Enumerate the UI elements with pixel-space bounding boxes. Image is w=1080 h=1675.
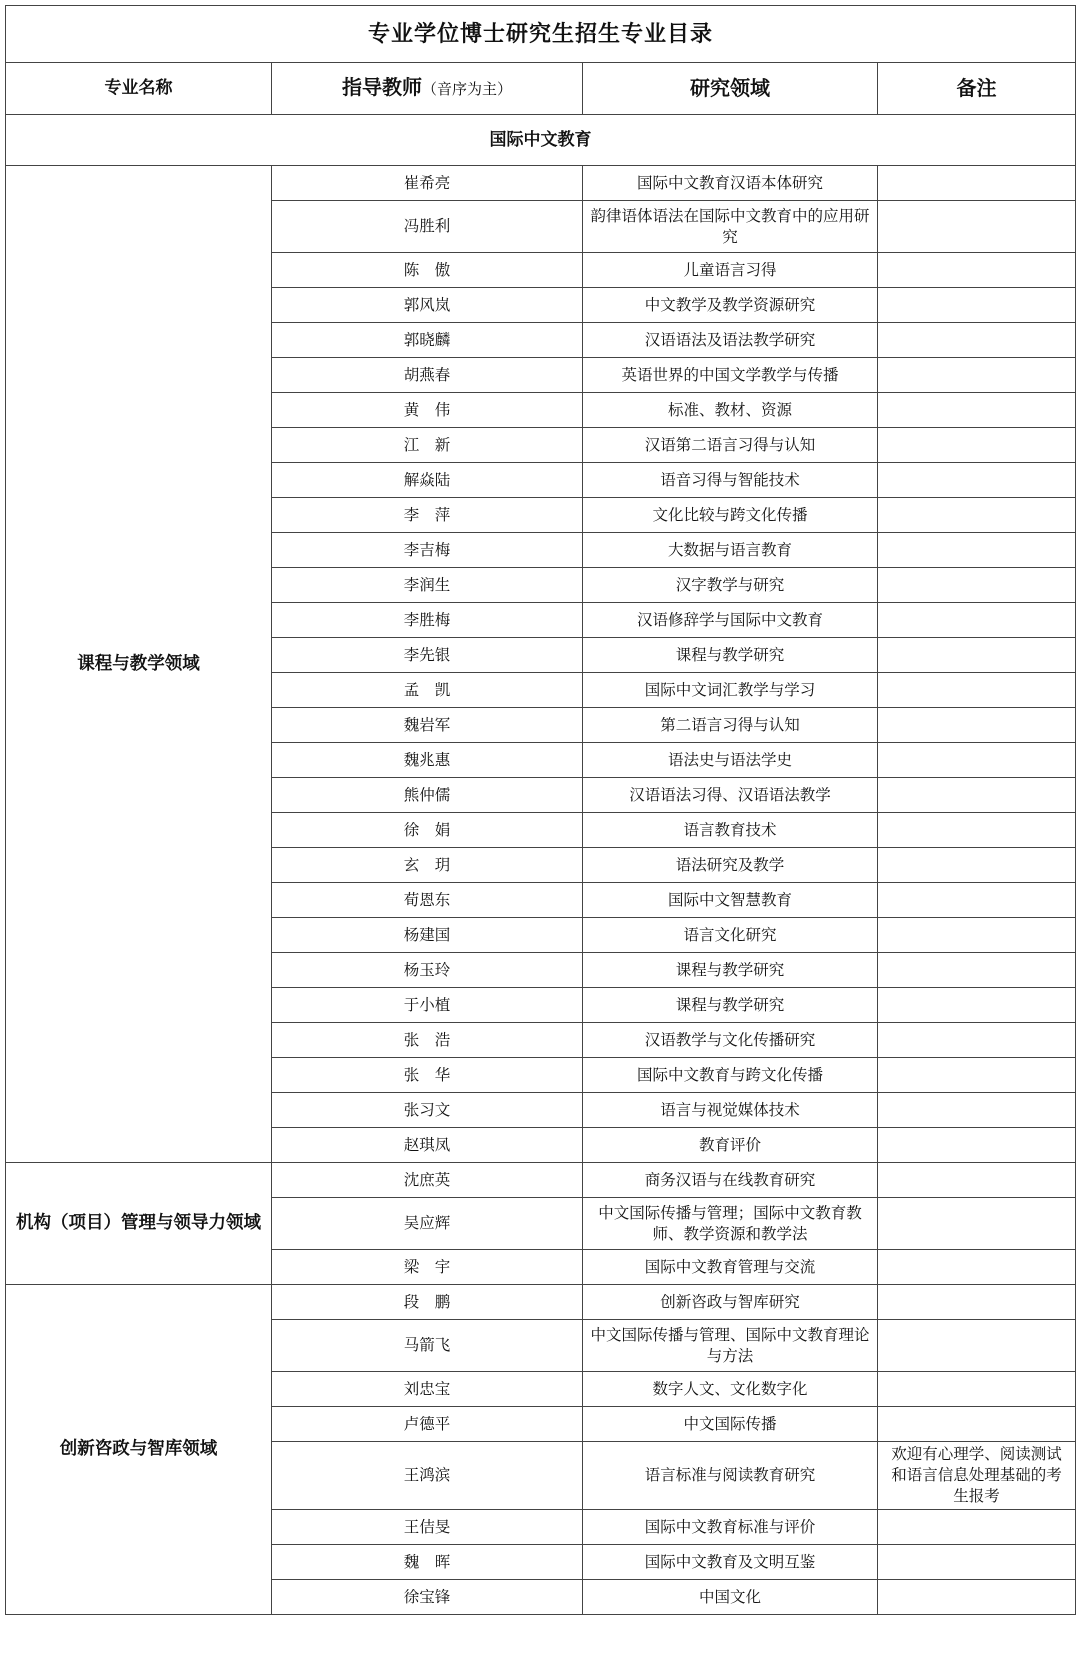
advisor-cell: 李胜梅 bbox=[272, 603, 583, 638]
remark-cell bbox=[878, 201, 1076, 253]
remark-cell bbox=[878, 1198, 1076, 1250]
research-field-cell: 国际中文词汇教学与学习 bbox=[583, 673, 878, 708]
remark-cell bbox=[878, 708, 1076, 743]
remark-cell bbox=[878, 393, 1076, 428]
research-field-cell: 语言文化研究 bbox=[583, 918, 878, 953]
header-advisor bbox=[272, 63, 583, 115]
header-field: 研究领域 bbox=[583, 63, 878, 115]
title-row bbox=[6, 6, 1076, 63]
advisor-cell: 卢德平 bbox=[272, 1407, 583, 1442]
advisor-cell: 李吉梅 bbox=[272, 533, 583, 568]
advisor-cell: 李先银 bbox=[272, 638, 583, 673]
research-field-cell: 儿童语言习得 bbox=[583, 253, 878, 288]
header-advisor-label: 指导教师 bbox=[341, 75, 422, 99]
research-field-cell: 语言教育技术 bbox=[583, 813, 878, 848]
research-field-cell: 汉语第二语言习得与认知 bbox=[583, 428, 878, 463]
advisor-cell: 沈庶英 bbox=[272, 1163, 583, 1198]
research-field-cell: 教育评价 bbox=[583, 1128, 878, 1163]
research-field-cell: 数字人文、文化数字化 bbox=[583, 1372, 878, 1407]
research-field-cell: 文化比较与跨文化传播 bbox=[583, 498, 878, 533]
remark-cell bbox=[878, 1372, 1076, 1407]
advisor-cell: 郭风岚 bbox=[272, 288, 583, 323]
research-field-cell: 语法研究及教学 bbox=[583, 848, 878, 883]
group-name: 创新咨政与智库领域 bbox=[6, 1285, 272, 1615]
remark-cell bbox=[878, 1128, 1076, 1163]
advisor-cell: 魏兆惠 bbox=[272, 743, 583, 778]
research-field-cell: 课程与教学研究 bbox=[583, 953, 878, 988]
advisor-cell: 吴应辉 bbox=[272, 1198, 583, 1250]
remark-cell bbox=[878, 498, 1076, 533]
advisor-cell: 张习文 bbox=[272, 1093, 583, 1128]
header-remark: 备注 bbox=[878, 63, 1076, 115]
table-row bbox=[6, 166, 1076, 201]
research-field-cell: 国际中文教育及文明互鉴 bbox=[583, 1545, 878, 1580]
advisor-cell: 胡燕春 bbox=[272, 358, 583, 393]
remark-cell bbox=[878, 1285, 1076, 1320]
remark-cell bbox=[878, 953, 1076, 988]
remark-cell bbox=[878, 1320, 1076, 1372]
advisor-cell: 陈 傲 bbox=[272, 253, 583, 288]
remark-cell bbox=[878, 1545, 1076, 1580]
advisor-cell: 张 浩 bbox=[272, 1023, 583, 1058]
section-title: 国际中文教育 bbox=[6, 115, 1076, 166]
advisor-cell: 张 华 bbox=[272, 1058, 583, 1093]
research-field-cell: 第二语言习得与认知 bbox=[583, 708, 878, 743]
research-field-cell: 语法史与语法学史 bbox=[583, 743, 878, 778]
remark-cell bbox=[878, 638, 1076, 673]
research-field-cell: 汉语修辞学与国际中文教育 bbox=[583, 603, 878, 638]
remark-cell bbox=[878, 603, 1076, 638]
advisor-cell: 于小植 bbox=[272, 988, 583, 1023]
research-field-cell: 创新咨政与智库研究 bbox=[583, 1285, 878, 1320]
table-row bbox=[6, 1285, 1076, 1320]
document-title: 专业学位博士研究生招生专业目录 bbox=[6, 6, 1076, 63]
advisor-cell: 徐 娟 bbox=[272, 813, 583, 848]
remark-cell bbox=[878, 463, 1076, 498]
research-field-cell: 课程与教学研究 bbox=[583, 988, 878, 1023]
section-row bbox=[6, 115, 1076, 166]
remark-cell: 欢迎有心理学、阅读测试和语言信息处理基础的考生报考 bbox=[878, 1442, 1076, 1510]
advisor-cell: 孟 凯 bbox=[272, 673, 583, 708]
remark-cell bbox=[878, 988, 1076, 1023]
advisor-cell: 段 鹏 bbox=[272, 1285, 583, 1320]
advisor-cell: 王鸿滨 bbox=[272, 1442, 583, 1510]
research-field-cell: 标准、教材、资源 bbox=[583, 393, 878, 428]
advisor-cell: 刘忠宝 bbox=[272, 1372, 583, 1407]
table-row bbox=[6, 1163, 1076, 1198]
remark-cell bbox=[878, 1163, 1076, 1198]
remark-cell bbox=[878, 1580, 1076, 1615]
header-advisor-note: （音序为主） bbox=[421, 80, 512, 98]
remark-cell bbox=[878, 166, 1076, 201]
remark-cell bbox=[878, 883, 1076, 918]
advisor-cell: 玄 玥 bbox=[272, 848, 583, 883]
remark-cell bbox=[878, 1250, 1076, 1285]
catalog-table bbox=[5, 5, 1076, 1615]
remark-cell bbox=[878, 1093, 1076, 1128]
remark-cell bbox=[878, 288, 1076, 323]
research-field-cell: 中文国际传播 bbox=[583, 1407, 878, 1442]
research-field-cell: 商务汉语与在线教育研究 bbox=[583, 1163, 878, 1198]
remark-cell bbox=[878, 568, 1076, 603]
research-field-cell: 韵律语体语法在国际中文教育中的应用研究 bbox=[583, 201, 878, 253]
remark-cell bbox=[878, 1058, 1076, 1093]
remark-cell bbox=[878, 848, 1076, 883]
research-field-cell: 中文国际传播与管理、国际中文教育理论与方法 bbox=[583, 1320, 878, 1372]
remark-cell bbox=[878, 778, 1076, 813]
research-field-cell: 语言与视觉媒体技术 bbox=[583, 1093, 878, 1128]
remark-cell bbox=[878, 743, 1076, 778]
research-field-cell: 中国文化 bbox=[583, 1580, 878, 1615]
remark-cell bbox=[878, 428, 1076, 463]
advisor-cell: 马箭飞 bbox=[272, 1320, 583, 1372]
remark-cell bbox=[878, 358, 1076, 393]
research-field-cell: 汉语语法及语法教学研究 bbox=[583, 323, 878, 358]
advisor-cell: 熊仲儒 bbox=[272, 778, 583, 813]
remark-cell bbox=[878, 323, 1076, 358]
advisor-cell: 江 新 bbox=[272, 428, 583, 463]
research-field-cell: 国际中文教育标准与评价 bbox=[583, 1510, 878, 1545]
advisor-cell: 冯胜利 bbox=[272, 201, 583, 253]
advisor-cell: 荀恩东 bbox=[272, 883, 583, 918]
advisor-cell: 徐宝锋 bbox=[272, 1580, 583, 1615]
research-field-cell: 中文国际传播与管理；国际中文教育教师、教学资源和教学法 bbox=[583, 1198, 878, 1250]
remark-cell bbox=[878, 533, 1076, 568]
advisor-cell: 解焱陆 bbox=[272, 463, 583, 498]
research-field-cell: 国际中文教育与跨文化传播 bbox=[583, 1058, 878, 1093]
advisor-cell: 黄 伟 bbox=[272, 393, 583, 428]
advisor-cell: 杨建国 bbox=[272, 918, 583, 953]
advisor-cell: 郭晓麟 bbox=[272, 323, 583, 358]
research-field-cell: 汉语教学与文化传播研究 bbox=[583, 1023, 878, 1058]
research-field-cell: 语言标准与阅读教育研究 bbox=[583, 1442, 878, 1510]
advisor-cell: 赵琪凤 bbox=[272, 1128, 583, 1163]
research-field-cell: 课程与教学研究 bbox=[583, 638, 878, 673]
research-field-cell: 国际中文教育管理与交流 bbox=[583, 1250, 878, 1285]
remark-cell bbox=[878, 813, 1076, 848]
research-field-cell: 大数据与语言教育 bbox=[583, 533, 878, 568]
remark-cell bbox=[878, 918, 1076, 953]
advisor-cell: 李 萍 bbox=[272, 498, 583, 533]
advisor-cell: 王佶旻 bbox=[272, 1510, 583, 1545]
remark-cell bbox=[878, 1023, 1076, 1058]
research-field-cell: 汉语语法习得、汉语语法教学 bbox=[583, 778, 878, 813]
advisor-cell: 杨玉玲 bbox=[272, 953, 583, 988]
research-field-cell: 国际中文教育汉语本体研究 bbox=[583, 166, 878, 201]
advisor-cell: 魏岩军 bbox=[272, 708, 583, 743]
remark-cell bbox=[878, 673, 1076, 708]
group-name: 课程与教学领域 bbox=[6, 166, 272, 1163]
header-major: 专业名称 bbox=[6, 63, 272, 115]
research-field-cell: 国际中文智慧教育 bbox=[583, 883, 878, 918]
remark-cell bbox=[878, 1510, 1076, 1545]
advisor-cell: 梁 宇 bbox=[272, 1250, 583, 1285]
advisor-cell: 崔希亮 bbox=[272, 166, 583, 201]
catalog-body bbox=[6, 6, 1076, 1615]
advisor-cell: 魏 晖 bbox=[272, 1545, 583, 1580]
research-field-cell: 英语世界的中国文学教学与传播 bbox=[583, 358, 878, 393]
remark-cell bbox=[878, 1407, 1076, 1442]
research-field-cell: 中文教学及教学资源研究 bbox=[583, 288, 878, 323]
header-row bbox=[6, 63, 1076, 115]
research-field-cell: 语音习得与智能技术 bbox=[583, 463, 878, 498]
advisor-cell: 李润生 bbox=[272, 568, 583, 603]
group-name: 机构（项目）管理与领导力领域 bbox=[6, 1163, 272, 1285]
research-field-cell: 汉字教学与研究 bbox=[583, 568, 878, 603]
remark-cell bbox=[878, 253, 1076, 288]
